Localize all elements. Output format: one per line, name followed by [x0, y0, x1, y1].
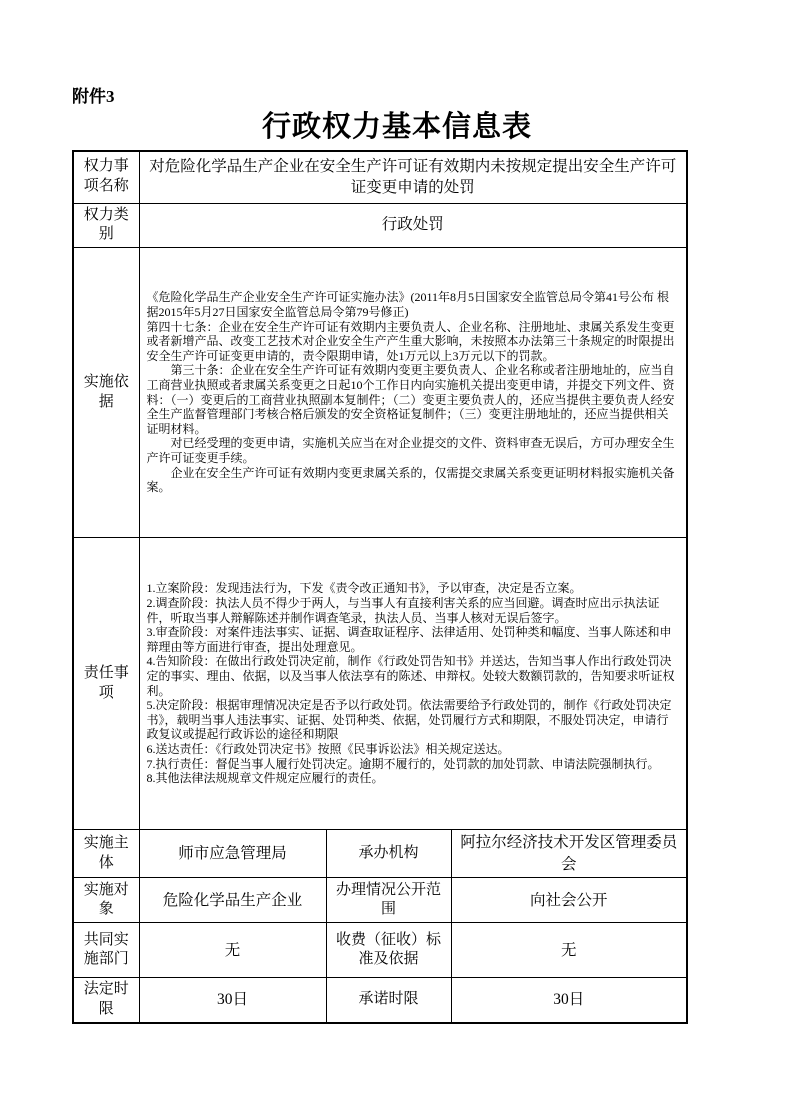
value-undertaking-agency: 阿拉尔经济技术开发区管理委员会	[451, 830, 687, 878]
responsibility-item: 6.送达责任：《行政处罚决定书》按照《民事诉讼法》相关规定送达。	[146, 741, 510, 756]
basis-paragraph: 第四十七条：企业在安全生产许可证有效期内主要负责人、企业名称、注册地址、隶属关系发生变更或者新增产品、改变工艺技术对企业安全生产产生重大影响，未按照本办法第三十条规定的时限提出安全生产许可证变更申请的，责令限期申请，处1万元以上3万元以下的罚款。	[146, 319, 675, 363]
label-implementation-basis: 实施依据	[73, 248, 139, 538]
responsibility-item: 5.决定阶段：根据审理情况决定是否予以行政处罚。依法需要给予行政处罚的，制作《行政处罚决定书》，载明当事人违法事实、证据、处罚种类、依据，处罚履行方式和期限，不服处罚决定，申请行政复议或提起行政诉讼的途径和期限	[146, 698, 672, 742]
basis-paragraph: 对已经受理的变更申请，实施机关应当在对企业提交的文件、资料审查无误后，方可办理安全生产许可证变更手续。	[146, 436, 675, 465]
row-responsibility-items	[73, 538, 687, 830]
row-implementing-body	[73, 830, 687, 878]
label-fee-standard: 收费（征收）标准及依据	[326, 923, 451, 978]
responsibility-item: 3.审查阶段：对案件违法事实、证据、调查取证程序、法律适用、处罚种类和幅度、当事人陈述和申辩理由等方面进行审查，提出处理意见。	[146, 625, 672, 654]
basis-paragraph: 企业在安全生产许可证有效期内变更隶属关系的，仅需提交隶属关系变更证明材料报实施机关备案。	[146, 465, 675, 495]
value-power-category: 行政处罚	[139, 203, 687, 248]
label-power-item-name: 权力事项名称	[73, 151, 139, 203]
label-power-category: 权力类别	[73, 203, 139, 248]
value-promised-time-limit: 30日	[451, 978, 687, 1023]
label-implementing-body: 实施主体	[73, 830, 139, 878]
value-implementation-target: 危险化学品生产企业	[139, 878, 326, 923]
value-disclosure-scope: 向社会公开	[451, 878, 687, 923]
label-implementation-target: 实施对象	[73, 878, 139, 923]
row-statutory-time-limit	[73, 978, 687, 1023]
label-joint-implementation-dept: 共同实施部门	[73, 923, 139, 978]
responsibility-item: 4.告知阶段：在做出行政处罚决定前，制作《行政处罚告知书》并送达，告知当事人作出行政处罚决定的事实、理由、依据，以及当事人依法享有的陈述、申辩权。处较大数额罚款的，告知要求听证权利。	[146, 654, 675, 698]
value-power-item-name: 对危险化学品生产企业在安全生产许可证有效期内未按规定提出安全生产许可证变更申请的处罚	[139, 151, 687, 203]
value-statutory-time-limit: 30日	[139, 978, 326, 1023]
page-title: 行政权力基本信息表	[261, 111, 532, 143]
label-disclosure-scope: 办理情况公开范围	[326, 878, 451, 923]
basis-paragraph: 第三十条：企业在安全生产许可证有效期内变更主要负责人、企业名称或者注册地址的，应当自工商营业执照或者隶属关系变更之日起10个工作日内向实施机关提出变更申请，并提交下列文件、资料：（一）变更后的工商营业执照副本复制件；（二）变更主要负责人的，还应当提供主要负责人经安全生产监督管理部门考核合格后颁发的安全资格证复制件；（三）变更注册地址的，还应当提供相关证明材料。	[146, 363, 675, 436]
value-fee-standard: 无	[451, 923, 687, 978]
label-promised-time-limit: 承诺时限	[326, 978, 451, 1023]
value-implementation-basis	[139, 248, 687, 538]
basis-paragraph: 《危险化学品生产企业安全生产许可证实施办法》(2011年8月5日国家安全监管总局令第41号公布 根据2015年5月27日国家安全监管总局令第79号修正)	[146, 290, 670, 320]
row-implementation-basis	[73, 248, 687, 538]
value-joint-implementation-dept: 无	[139, 923, 326, 978]
value-responsibility-items	[139, 538, 687, 830]
attachment-label: 附件3	[72, 87, 115, 106]
value-implementing-body: 师市应急管理局	[139, 830, 326, 878]
label-responsibility-items: 责任事项	[73, 538, 139, 830]
responsibility-item: 8.其他法律法规规章文件规定应履行的责任。	[146, 771, 384, 786]
row-power-category	[73, 203, 687, 248]
responsibility-item: 2.调查阶段：执法人员不得少于两人，与当事人有直接利害关系的应当回避。调查时应出示执法证件，听取当事人辩解陈述并制作调查笔录，执法人员、当事人核对无误后签字。	[146, 596, 660, 625]
responsibility-item: 1.立案阶段：发现违法行为，下发《责令改正通知书》，予以审查，决定是否立案。	[146, 581, 582, 596]
row-implementation-target	[73, 878, 687, 923]
label-undertaking-agency: 承办机构	[326, 830, 451, 878]
row-power-item-name	[73, 151, 687, 203]
info-table	[72, 150, 688, 1024]
responsibility-item: 7.执行责任：督促当事人履行处罚决定。逾期不履行的，处罚款的加处罚款、申请法院强制执行。	[146, 756, 660, 771]
label-statutory-time-limit: 法定时限	[73, 978, 139, 1023]
row-joint-implementation-dept	[73, 923, 687, 978]
